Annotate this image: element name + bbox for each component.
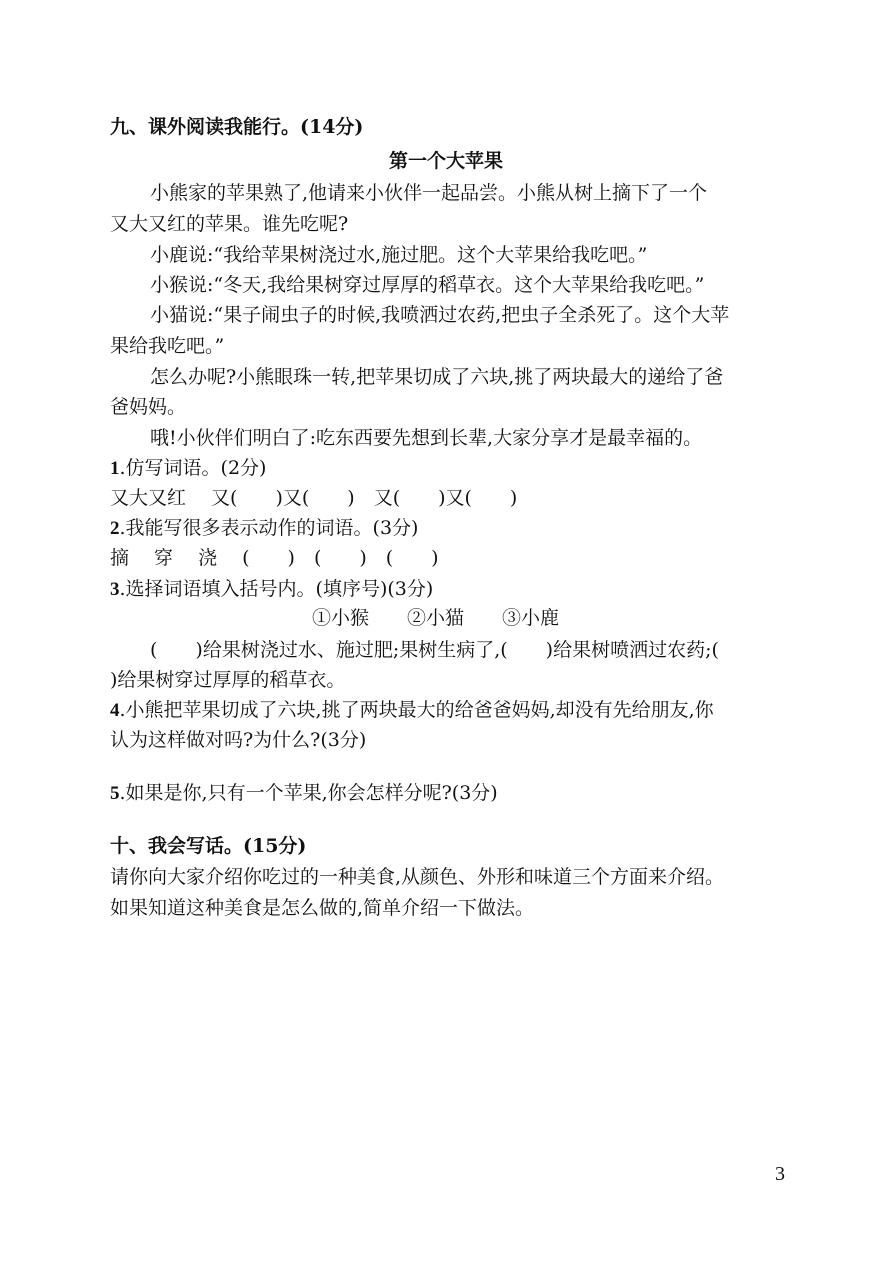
question-1-text: .仿写词语。(2分) bbox=[119, 457, 267, 479]
page-number: 3 bbox=[775, 1163, 785, 1185]
question-4-number: 4 bbox=[110, 700, 120, 721]
section10-line-2: 如果知道这种美食是怎么做的,简单介绍一下做法。 bbox=[110, 897, 535, 919]
story-paragraph-1-line-1: 小熊家的苹果熟了,他请来小伙伴一起品尝。小熊从树上摘下了一个 bbox=[150, 182, 708, 204]
question-2-answer-line: 摘 穿 浇 ( ) ( ) ( ) bbox=[110, 547, 439, 569]
story-title: 第一个大苹果 bbox=[388, 150, 503, 172]
question-4-line-2: 认为这样做对吗?为什么?(3分) bbox=[110, 729, 367, 751]
story-paragraph-6: 哦!小伙伴们明白了:吃东西要先想到长辈,大家分享才是最幸福的。 bbox=[150, 427, 703, 449]
story-paragraph-3: 小猴说:“冬天,我给果树穿过厚厚的稻草衣。这个大苹果给我吃吧。” bbox=[150, 274, 705, 296]
question-3-number: 3 bbox=[110, 579, 120, 600]
question-5 bbox=[110, 780, 498, 807]
question-5-number: 5 bbox=[110, 783, 120, 804]
question-1-answer-line: 又大又红 又( )又( ) 又( )又( ) bbox=[110, 487, 518, 509]
question-3 bbox=[110, 576, 433, 603]
section9-heading: 九、课外阅读我能行。(14分) bbox=[110, 116, 364, 138]
story-paragraph-5-line-1: 怎么办呢?小熊眼珠一转,把苹果切成了六块,挑了两块最大的递给了爸 bbox=[150, 366, 724, 388]
question-2-number: 2 bbox=[110, 518, 120, 539]
question-1-number: 1 bbox=[110, 458, 120, 479]
question-1 bbox=[110, 455, 266, 482]
story-paragraph-5-line-2: 爸妈妈。 bbox=[110, 396, 187, 418]
question-4 bbox=[110, 697, 714, 724]
question-3-options: ①小猴 ②小猫 ③小鹿 bbox=[312, 607, 560, 629]
question-2-text: .我能写很多表示动作的词语。(3分) bbox=[119, 517, 419, 539]
story-paragraph-2: 小鹿说:“我给苹果树浇过水,施过肥。这个大苹果给我吃吧。” bbox=[150, 244, 648, 266]
question-3-text: .选择词语填入括号内。(填序号)(3分) bbox=[119, 578, 434, 600]
question-3-line-1: ( )给果树浇过水、施过肥;果树生病了,( )给果树喷洒过农药;( bbox=[150, 639, 719, 661]
section10-line-1: 请你向大家介绍你吃过的一种美食,从颜色、外形和味道三个方面来介绍。 bbox=[110, 866, 725, 888]
story-paragraph-4-line-2: 果给我吃吧。” bbox=[110, 335, 225, 357]
story-paragraph-1-line-2: 又大又红的苹果。谁先吃呢? bbox=[110, 213, 349, 235]
question-2 bbox=[110, 515, 418, 542]
section10-heading: 十、我会写话。(15分) bbox=[110, 835, 307, 857]
question-5-text: .如果是你,只有一个苹果,你会怎样分呢?(3分) bbox=[119, 782, 498, 804]
question-3-line-2: )给果树穿过厚厚的稻草衣。 bbox=[110, 669, 346, 691]
question-4-text: .小熊把苹果切成了六块,挑了两块最大的给爸爸妈妈,却没有先给朋友,你 bbox=[119, 699, 714, 721]
story-paragraph-4-line-1: 小猫说:“果子闹虫子的时候,我喷洒过农药,把虫子全杀死了。这个大苹 bbox=[150, 304, 730, 326]
